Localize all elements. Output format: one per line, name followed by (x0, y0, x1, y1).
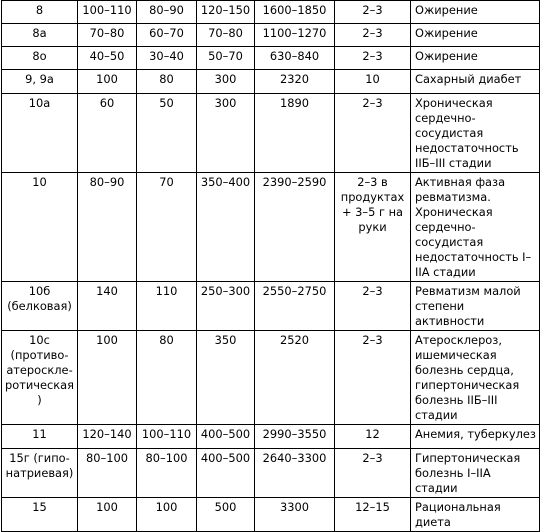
energy-cell: 1890 (255, 94, 335, 173)
carbs-cell: 300 (197, 70, 255, 94)
salt-cell: 2–3 (335, 47, 411, 70)
diet-number-cell: 15г (гипо-натриевая) (2, 449, 78, 498)
diet-table (1, 0, 540, 532)
diet-number-cell: 10б (белковая) (2, 282, 78, 331)
carbs-cell: 350 (197, 331, 255, 425)
energy-cell: 2640–3300 (255, 449, 335, 498)
fats-cell: 100–110 (137, 425, 197, 449)
carbs-cell: 400–500 (197, 449, 255, 498)
table-row (2, 1, 540, 24)
fats-cell: 60–70 (137, 24, 197, 47)
disease-cell: Активная фаза ревматизма. Хроническая сердечно-сосудистая недостаточность I–IIА стадии (411, 173, 540, 282)
table-row (2, 47, 540, 70)
energy-cell: 2550–2750 (255, 282, 335, 331)
disease-cell: Сахарный диабет (411, 70, 540, 94)
diet-number-cell: 9, 9а (2, 70, 78, 94)
carbs-cell: 50–70 (197, 47, 255, 70)
diet-number-cell: 15 (2, 498, 78, 532)
fats-cell: 110 (137, 282, 197, 331)
proteins-cell: 120–140 (78, 425, 137, 449)
proteins-cell: 100 (78, 331, 137, 425)
proteins-cell: 40–50 (78, 47, 137, 70)
salt-cell: 2–3 (335, 1, 411, 24)
table-row (2, 24, 540, 47)
energy-cell: 1100–1270 (255, 24, 335, 47)
proteins-cell: 100 (78, 498, 137, 532)
carbs-cell: 350–400 (197, 173, 255, 282)
table-row (2, 331, 540, 425)
table-row (2, 282, 540, 331)
diet-number-cell: 10а (2, 94, 78, 173)
table-row (2, 70, 540, 94)
fats-cell: 80–90 (137, 1, 197, 24)
table-row (2, 498, 540, 532)
fats-cell: 50 (137, 94, 197, 173)
proteins-cell: 100 (78, 70, 137, 94)
table-row (2, 425, 540, 449)
disease-cell: Ревматизм малой степени активности (411, 282, 540, 331)
disease-cell: Атеросклероз, ишемическая болезнь сердца, гипертоническая болезнь IIБ–III стадии (411, 331, 540, 425)
energy-cell: 1600–1850 (255, 1, 335, 24)
disease-cell: Гипертоническая болезнь I–IIА стадии (411, 449, 540, 498)
disease-cell: Ожирение (411, 24, 540, 47)
fats-cell: 80 (137, 331, 197, 425)
energy-cell: 630–840 (255, 47, 335, 70)
salt-cell: 2–3 (335, 24, 411, 47)
diet-number-cell: 10с (противо-атероскле-ротическая) (2, 331, 78, 425)
carbs-cell: 500 (197, 498, 255, 532)
energy-cell: 2320 (255, 70, 335, 94)
carbs-cell: 250–300 (197, 282, 255, 331)
diet-number-cell: 10 (2, 173, 78, 282)
salt-cell: 2–3 (335, 331, 411, 425)
proteins-cell: 100–110 (78, 1, 137, 24)
proteins-cell: 60 (78, 94, 137, 173)
salt-cell: 2–3 (335, 94, 411, 173)
carbs-cell: 300 (197, 94, 255, 173)
fats-cell: 100 (137, 498, 197, 532)
table-row (2, 94, 540, 173)
diet-number-cell: 8 (2, 1, 78, 24)
proteins-cell: 70–80 (78, 24, 137, 47)
energy-cell: 2990–3550 (255, 425, 335, 449)
energy-cell: 3300 (255, 498, 335, 532)
diet-number-cell: 11 (2, 425, 78, 449)
fats-cell: 80–100 (137, 449, 197, 498)
energy-cell: 2390–2590 (255, 173, 335, 282)
diet-number-cell: 8а (2, 24, 78, 47)
salt-cell: 2–3 (335, 282, 411, 331)
disease-cell: Рациональная диета (411, 498, 540, 532)
disease-cell: Ожирение (411, 47, 540, 70)
proteins-cell: 80–100 (78, 449, 137, 498)
diet-number-cell: 8о (2, 47, 78, 70)
fats-cell: 80 (137, 70, 197, 94)
table-row (2, 173, 540, 282)
salt-cell: 12–15 (335, 498, 411, 532)
carbs-cell: 400–500 (197, 425, 255, 449)
table-row (2, 449, 540, 498)
disease-cell: Ожирение (411, 1, 540, 24)
disease-cell: Анемия, туберкулез (411, 425, 540, 449)
carbs-cell: 120–150 (197, 1, 255, 24)
fats-cell: 70 (137, 173, 197, 282)
proteins-cell: 140 (78, 282, 137, 331)
carbs-cell: 70–80 (197, 24, 255, 47)
disease-cell: Хроническая сердечно-сосудистая недостаточность IIБ–III стадии (411, 94, 540, 173)
salt-cell: 10 (335, 70, 411, 94)
proteins-cell: 80–90 (78, 173, 137, 282)
energy-cell: 2520 (255, 331, 335, 425)
salt-cell: 2–3 в продуктах + 3–5 г на руки (335, 173, 411, 282)
salt-cell: 12 (335, 425, 411, 449)
salt-cell: 2–3 (335, 449, 411, 498)
fats-cell: 30–40 (137, 47, 197, 70)
